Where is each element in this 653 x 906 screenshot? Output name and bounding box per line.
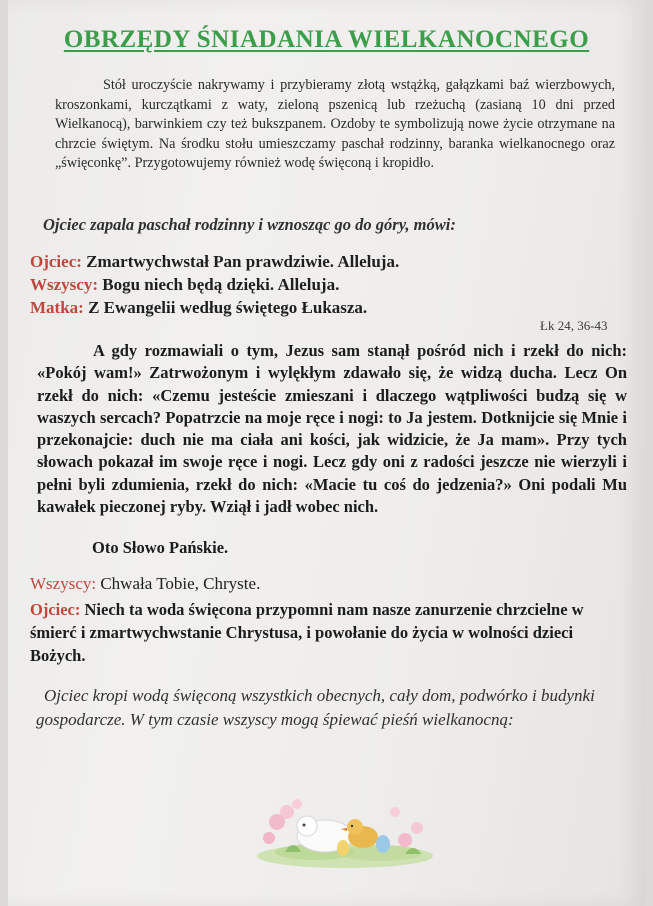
speaker-label: Matka:	[30, 298, 84, 317]
rubric-sprinkling: Ojciec kropi wodą święconą wszystkich obecnych, cały dom, podwórko i budynki gospodarcze. W tym czasie wszyscy mogą śpiewać pieśń wielkanocną:	[36, 686, 595, 729]
response-text: Chwała Tobie, Chryste.	[96, 574, 261, 593]
speaker-label: Ojciec:	[30, 252, 82, 271]
dialogue-line-father	[30, 252, 399, 272]
dialogue-text: Zmartwychwstał Pan prawdziwie. Alleluja.	[81, 252, 400, 271]
dialogue-line-mother	[30, 298, 367, 318]
intro-paragraph: Stół uroczyście nakrywamy i przybieramy złotą wstążką, gałązkami baź wierzbowych, kroszonkami, kurczątkami z waty, zieloną pszenicą lub rzeżuchą (zasianą 10 dni przed Wielkanocą), barwinkiem czy też bukszpanem. Ozdoby te symbolizują nowe życie otrzymane na chrzcie świętym. Na środku stołu umieszczamy paschał rodzinny, baranka wielkanocnego oraz „święconkę”. Przygotowujemy również wodę święconą i kropidło.	[55, 77, 615, 171]
page-title: OBRZĘDY ŚNIADANIA WIELKANOCNEGO	[63, 26, 590, 53]
dialogue-text: Z Ewangelii według świętego Łukasza.	[83, 298, 368, 317]
dialogue-text: Bogu niech będą dzięki. Alleluja.	[97, 275, 340, 294]
speaker-label: Wszyscy:	[30, 574, 97, 593]
speaker-label: Ojciec:	[30, 600, 81, 619]
gospel-reading: A gdy rozmawiali o tym, Jezus sam stanął pośród nich i rzekł do nich: «Pokój wam!» Zatrwożonym i wylękłym zdawało się, że widzą ducha. Lecz On rzekł do nich: «Czemu jesteście zmieszani i dlaczego wątpliwości budzą się w waszych sercach? Popatrzcie na moje ręce i nogi: to Ja jestem. Dotknijcie się Mnie i przekonajcie: duch nie ma ciała ani kości, jak widzicie, że Ja mam». Przy tych słowach pokazał im swoje ręce i nogi. Lecz gdy oni z radości jeszcze nie wierzyli i pełni byli zdumienia, rzekł do nich: «Macie tu coś do jedzenia?» Oni podali Mu kawałek pieczonej ryby. Wziął i jadł wobec nich.	[37, 341, 627, 517]
easter-lamb-chick-illustration	[255, 782, 435, 874]
dialogue-line-all	[30, 275, 339, 295]
prayer-father-holy-water	[30, 598, 630, 667]
response-line-all	[30, 574, 260, 594]
scripture-reference: Łk 24, 36-43	[540, 318, 608, 333]
word-of-lord: Oto Słowo Pańskie.	[92, 538, 229, 557]
speaker-label: Wszyscy:	[30, 275, 98, 294]
rubric-father-lights-paschal: Ojciec zapala paschał rodzinny i wznosząc go do góry, mówi:	[43, 215, 456, 234]
prayer-text: Niech ta woda święcona przypomni nam nasze zanurzenie chrzcielne w śmierć i zmartwychwstanie Chrystusa, i powołanie do życia w wolności dzieci Bożych.	[30, 600, 584, 665]
